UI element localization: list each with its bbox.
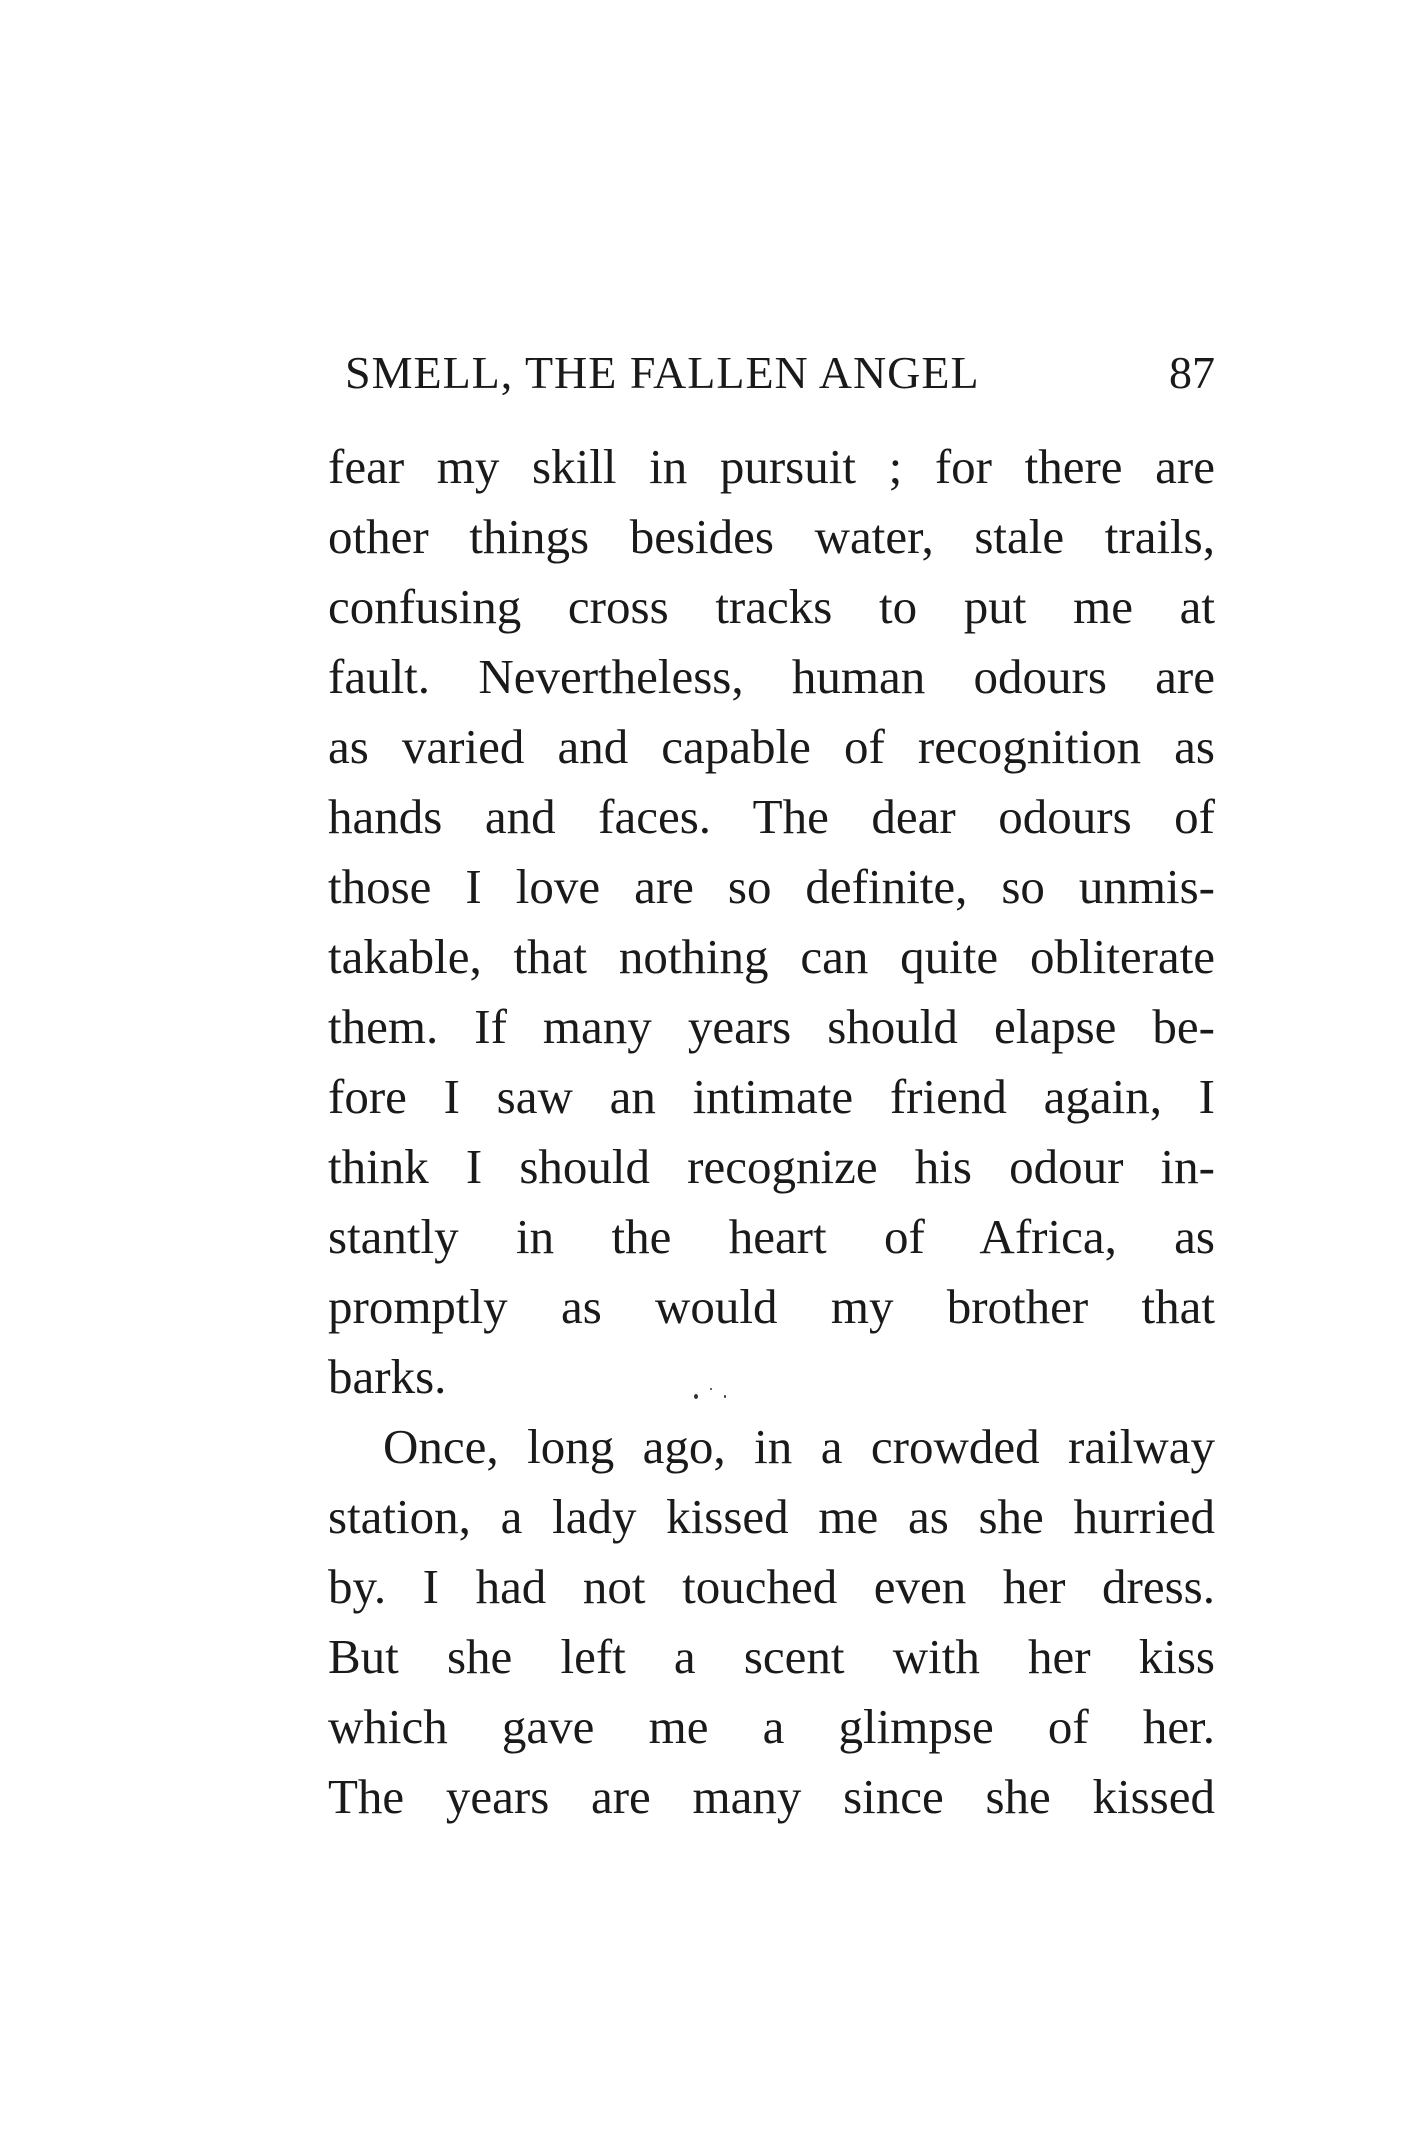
text-line: The years are many since she kissed [328, 1769, 1215, 1824]
ink-specks [690, 1384, 760, 1404]
text-line: them. If many years should elapse be- [328, 999, 1215, 1054]
text-line: hands and faces. The dear odours of [328, 789, 1215, 844]
text-line: stantly in the heart of Africa, as [328, 1209, 1215, 1264]
text-line: other things besides water, stale trails, [328, 509, 1215, 564]
chapter-title: SMELL, THE FALLEN ANGEL [345, 347, 980, 398]
text-line: But she left a scent with her kiss [328, 1629, 1215, 1684]
text-line: fault. Nevertheless, human odours are [328, 649, 1215, 704]
text-line: think I should recognize his odour in- [328, 1139, 1215, 1194]
text-line: Once, long ago, in a crowded railway [383, 1419, 1215, 1474]
text-line: station, a lady kissed me as she hurried [328, 1489, 1215, 1544]
text-line: confusing cross tracks to put me at [328, 579, 1215, 634]
speck [710, 1388, 712, 1390]
page-number: 87 [1169, 347, 1215, 398]
text-line: takable, that nothing can quite obliterate [328, 929, 1215, 984]
speck [724, 1395, 726, 1398]
text-line: by. I had not touched even her dress. [328, 1559, 1215, 1614]
text-line: barks. [328, 1349, 447, 1404]
text-line: promptly as would my brother that [328, 1279, 1215, 1334]
text-line: which gave me a glimpse of her. [328, 1699, 1215, 1754]
text-line: fear my skill in pursuit ; for there are [328, 439, 1215, 494]
text-line: fore I saw an intimate friend again, I [328, 1069, 1215, 1124]
text-line: as varied and capable of recognition as [328, 719, 1215, 774]
text-line: those I love are so definite, so unmis- [328, 859, 1215, 914]
speck [694, 1394, 698, 1399]
running-head [345, 343, 1215, 403]
body-text [328, 432, 1215, 1832]
